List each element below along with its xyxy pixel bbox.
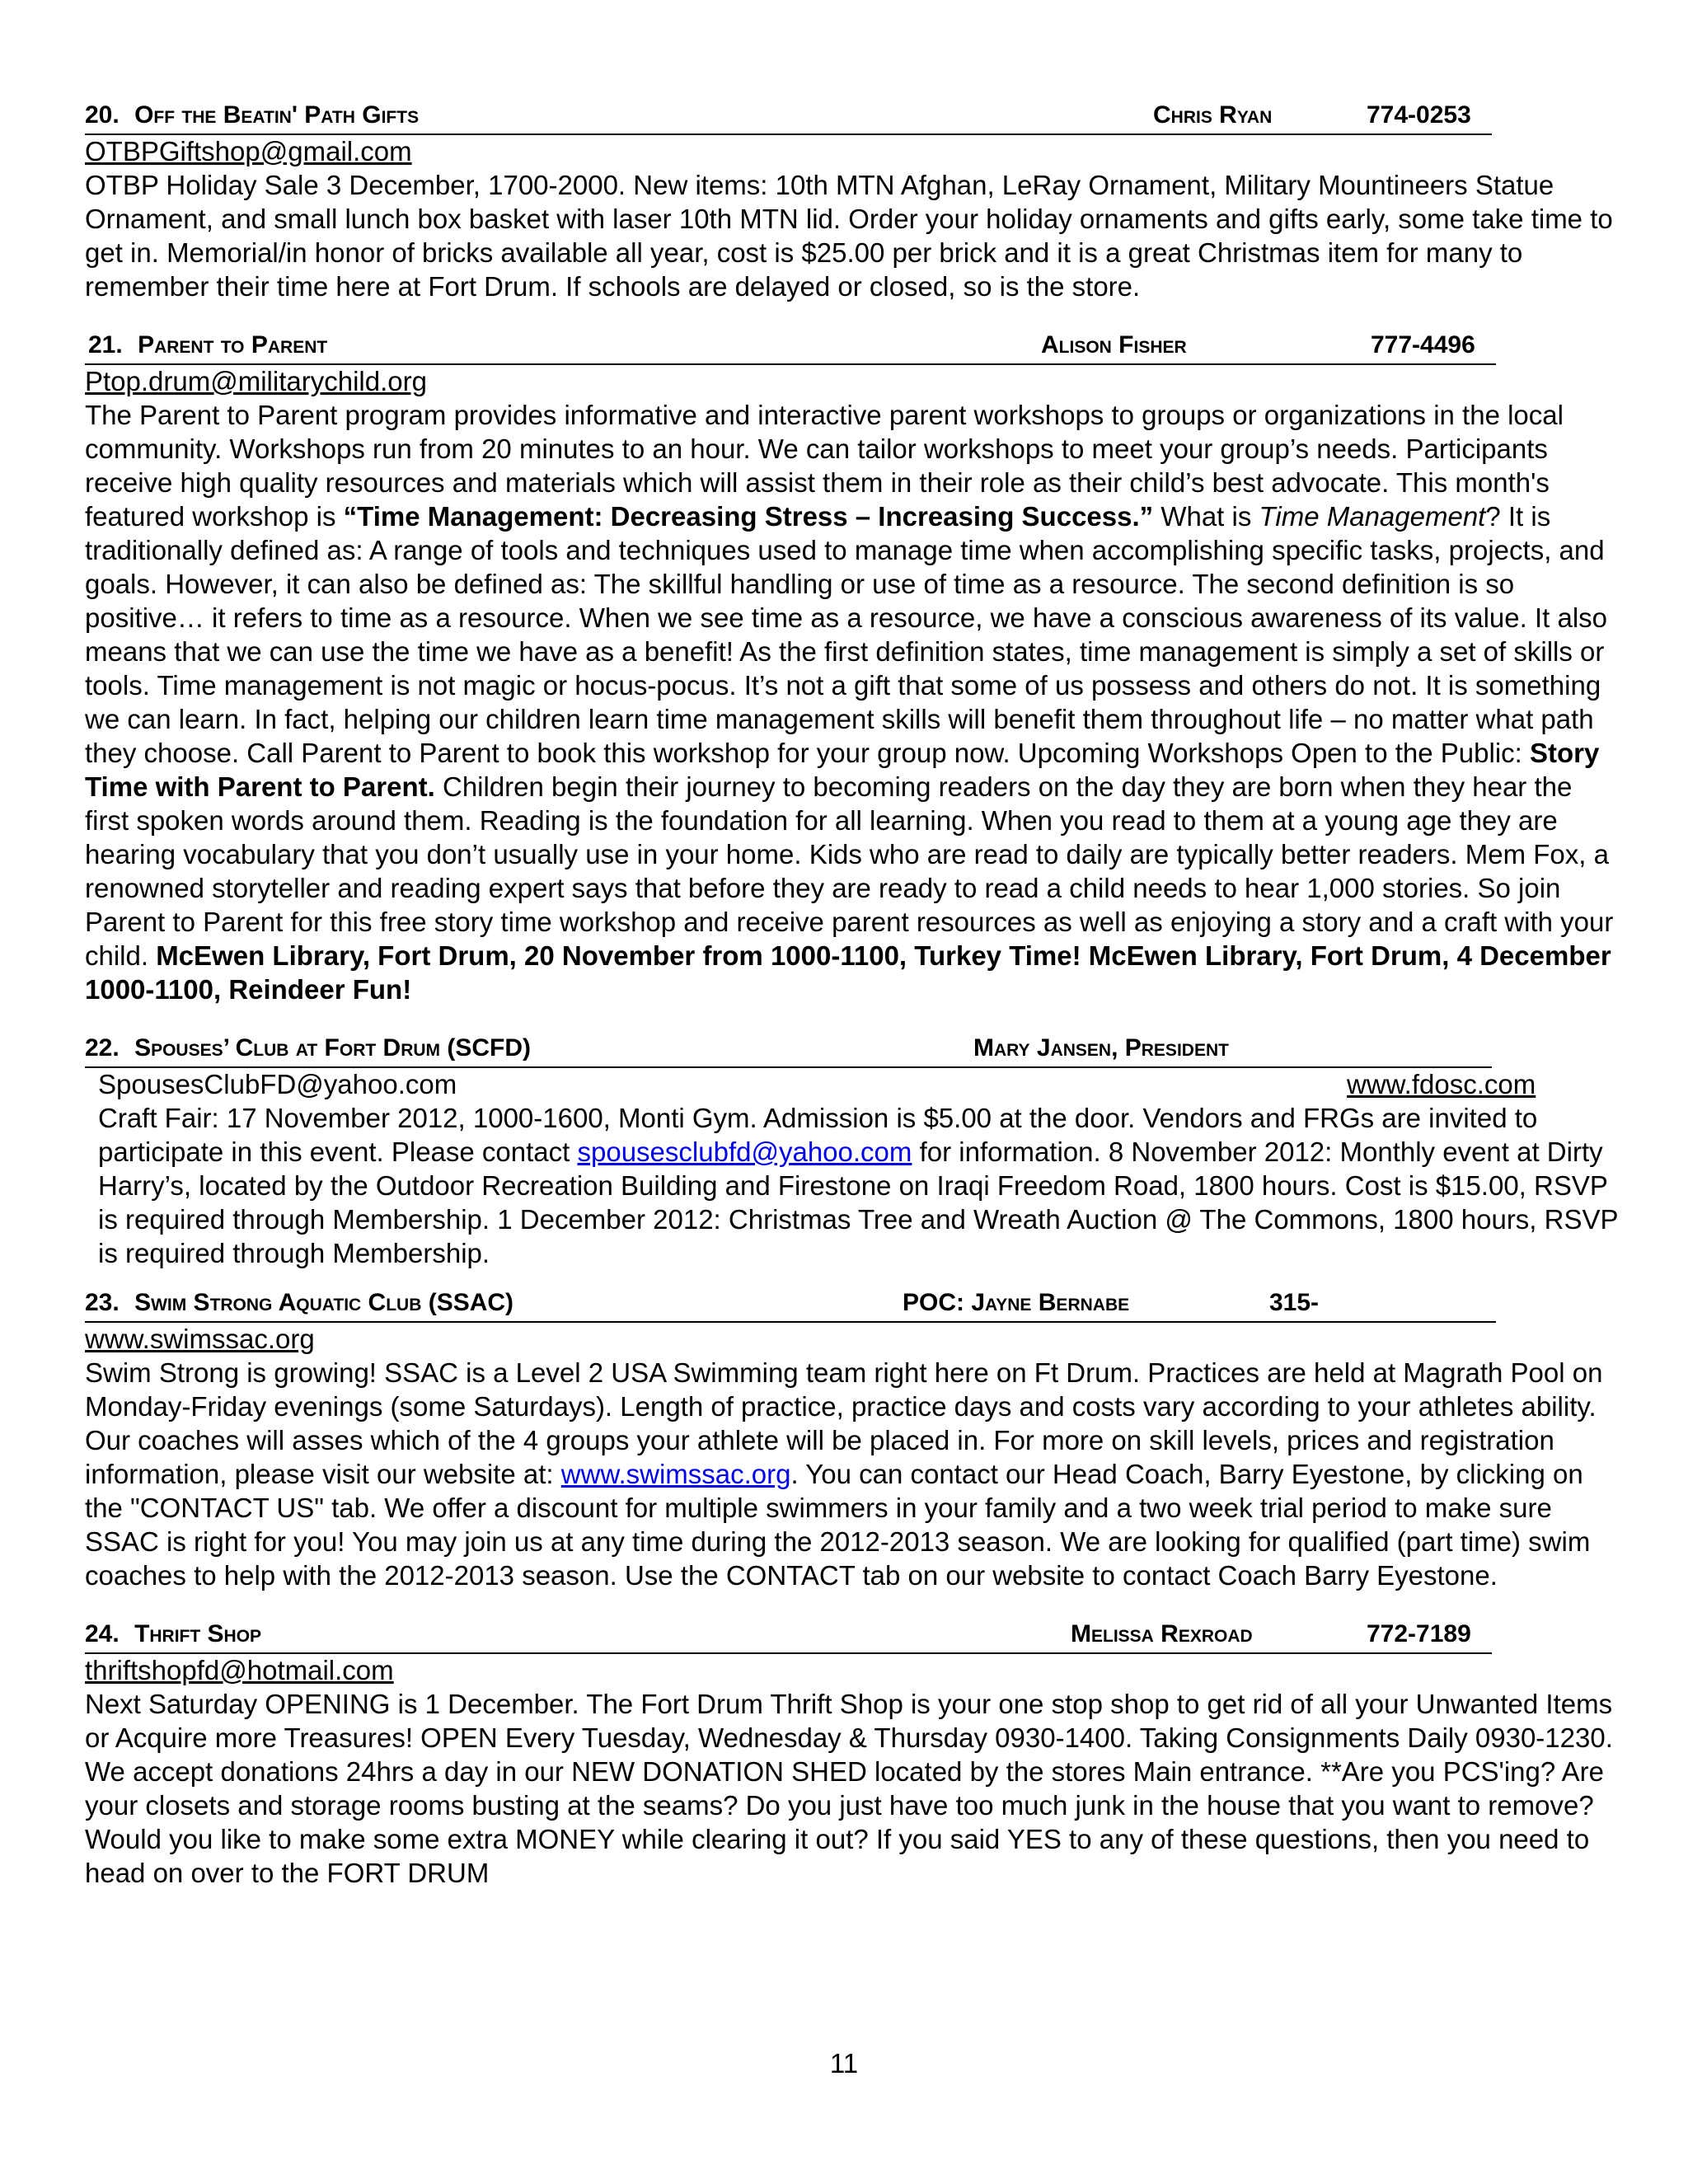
document-page xyxy=(85,97,1618,1890)
body-text: Children begin their journey to becoming readers on the day they are born when they hear the first spoken words around them. Reading is the foundation for all learning. When you read to them at a young age they are hearing vocabulary that you don’t usually use in your home. Kids who are read to daily are typically better readers. Mem Fox, a renowned storyteller and reading expert says that before they are ready to read a child needs to hear 1,000 stories. So join Parent to Parent for this free story time workshop and receive parent resources as well as enjoying a story and a craft with your child. xyxy=(85,771,1614,971)
section-title: Swim Strong Aquatic Club (SSAC) xyxy=(134,1289,514,1316)
body-text: What is xyxy=(1153,501,1259,532)
section-title: Thrift Shop xyxy=(134,1620,262,1647)
section-body xyxy=(85,1356,1618,1592)
section-number: 21. xyxy=(88,331,123,359)
contact-name: POC: Jayne Bernabe xyxy=(903,1289,1130,1316)
contact-name: Alison Fisher xyxy=(1041,331,1187,359)
email-link[interactable]: spousesclubfd@yahoo.com xyxy=(577,1137,912,1167)
body-text: The Parent to Parent program provides informative and interactive parent workshops to groups or organizations in the local community. Workshops run from 20 minutes to an hour. We can tailor workshops to meet your group’s needs. Participants receive high quality resources and materials which will assist them in their role as their child’s best advocate. This month's featured workshop is xyxy=(85,400,1564,532)
section-title: Parent to Parent xyxy=(138,331,328,359)
workshop-schedule: McEwen Library, Fort Drum, 20 November from 1000-1100, Turkey Time! McEwen Library, Fort Drum, 4 December 1000-1100, Reindeer Fun! xyxy=(85,940,1611,1005)
section-body: Next Saturday OPENING is 1 December. The Fort Drum Thrift Shop is your one stop shop to get rid of all your Unwanted Items or Acquire more Treasures! OPEN Every Tuesday, Wednesday & Thursday 0930-1400. Taking Consignments Daily 0930-1230. We accept donations 24hrs a day in our NEW DONATION SHED located by the stores Main entrance. **Are you PCS'ing? Are your closets and storage rooms busting at the seams? Do you just have too much junk in the house that you want to remove? Would you like to make some extra MONEY while clearing it out? If you said YES to any of these questions, then you need to head on over to the FORT DRUM xyxy=(85,1689,1613,1888)
section-number: 22. xyxy=(85,1034,120,1062)
body-text: Craft Fair: 17 November 2012, 1000-1600, Monti Gym. Admission is $5.00 at the door. Vendors and FRGs are invited to participate in this event. Please contact xyxy=(98,1103,1538,1167)
section-header xyxy=(85,327,1496,365)
section-title: Spouses’ Club at Fort Drum (SCFD) xyxy=(134,1034,531,1062)
section-title: Off the Beatin' Path Gifts xyxy=(134,101,420,129)
section-21 xyxy=(85,327,1614,1006)
contact-phone: 315- xyxy=(1269,1289,1320,1316)
workshop-title: Story Time with Parent to Parent. xyxy=(85,738,1600,802)
contact-phone: 772-7189 xyxy=(1367,1620,1471,1647)
body-text: ? It is traditionally defined as: A range of tools and techniques used to manage time when accomplishing specific tasks, projects, and goals. However, it can also be defined as: The skillful handling or use of time as a resource. The second definition is so positive… it refers to time as a resource. When we see time as a resource, we have a conscious awareness of its value. It also means that we can use the time we have as a benefit! As the first definition states, time management is simply a set of skills or tools. Time management is not magic or hocus-pocus. It’s not a gift that some of us possess and others do not. It is something we can learn. In fact, helping our children learn time management skills will benefit them throughout life – no matter what path they choose. Call Parent to Parent to book this workshop for your group now. Upcoming Workshops Open to the Public: xyxy=(85,501,1608,768)
section-number: 24. xyxy=(85,1620,120,1647)
contact-phone: 777-4496 xyxy=(1371,331,1475,359)
section-number: 20. xyxy=(85,101,120,129)
section-number: 23. xyxy=(85,1289,120,1316)
section-header xyxy=(85,1285,1496,1323)
website-inline-link[interactable]: www.swimssac.org xyxy=(560,1459,791,1489)
contact-email[interactable]: SpousesClubFD@yahoo.com xyxy=(98,1069,457,1099)
section-23 xyxy=(85,1285,1603,1592)
body-text: for information. 8 November 2012: Monthly event at Dirty Harry’s, located by the Outdoor Recreation Building and Firestone on Iraqi Freedom Road, 1800 hours. Cost is $15.00, RSVP is required through Membership. 1 December 2012: Christmas Tree and Wreath Auction @ The Commons, 1800 hours, RSVP is required through Membership. xyxy=(98,1137,1618,1268)
body-text: . You can contact our Head Coach, Barry Eyestone, by clicking on the "CONTACT US" tab. We offer a discount for multiple swimmers in your family and a two week trial period to make sure SSAC is right for you! You may join us at any time during the 2012-2013 season. We are looking for qualified (part time) swim coaches to help with the 2012-2013 season. Use the CONTACT tab on our website to contact Coach Barry Eyestone. xyxy=(85,1459,1591,1591)
section-body: OTBP Holiday Sale 3 December, 1700-2000. New items: 10th MTN Afghan, LeRay Ornament, Military Mountineers Statue Ornament, and small lunch box basket with laser 10th MTN lid. Order your holiday ornaments and gifts early, some take time to get in. Memorial/in honor of bricks available all year, cost is $25.00 per brick and it is a great Christmas item for many to remember their time here at Fort Drum. If schools are delayed or closed, so is the store. xyxy=(85,170,1613,302)
body-text: Swim Strong is growing! SSAC is a Level 2 USA Swimming team right here on Ft Drum. Practices are held at Magrath Pool on Monday-Friday evenings (some Saturdays). Length of practice, practice days and costs vary according to your athletes ability. Our coaches will asses which of the 4 groups your athlete will be placed in. For more on skill levels, prices and registration information, please visit our website at: xyxy=(85,1357,1603,1489)
featured-workshop: “Time Management: Decreasing Stress – Increasing Success.” xyxy=(343,501,1154,532)
section-20 xyxy=(85,97,1613,303)
contact-email[interactable]: OTBPGiftshop@gmail.com xyxy=(85,136,412,166)
emphasis-text: Time Management xyxy=(1259,501,1486,532)
contact-email[interactable]: thriftshopfd@hotmail.com xyxy=(85,1655,394,1685)
section-body xyxy=(85,398,1618,1006)
website-link[interactable]: www.fdosc.com xyxy=(1347,1069,1536,1099)
section-24 xyxy=(85,1616,1613,1890)
section-22 xyxy=(85,1030,1618,1270)
section-header xyxy=(85,1030,1492,1068)
contact-name: Mary Jansen, President xyxy=(973,1034,1229,1062)
page-number: 11 xyxy=(829,2048,859,2079)
section-content xyxy=(85,1068,1618,1270)
section-body xyxy=(98,1101,1618,1270)
website-link[interactable]: www.swimssac.org xyxy=(85,1324,315,1354)
contact-name: Melissa Rexroad xyxy=(1071,1620,1253,1647)
contact-name: Chris Ryan xyxy=(1153,101,1273,129)
contact-email[interactable]: Ptop.drum@militarychild.org xyxy=(85,366,427,396)
contact-row xyxy=(98,1068,1618,1101)
contact-phone: 774-0253 xyxy=(1367,101,1471,129)
section-header xyxy=(85,1616,1492,1654)
section-header xyxy=(85,97,1492,135)
